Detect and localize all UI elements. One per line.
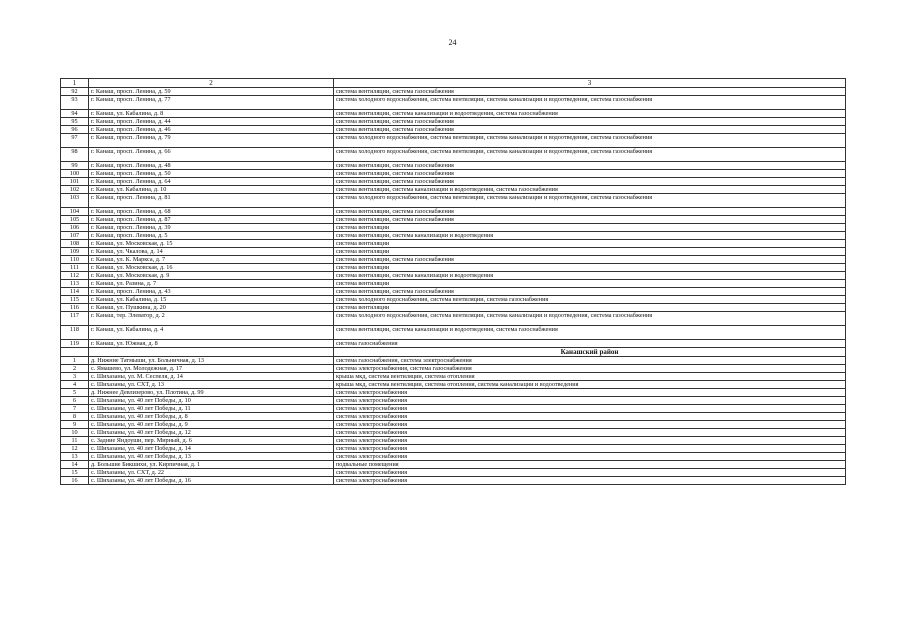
table-row bbox=[61, 304, 846, 312]
table-row bbox=[61, 312, 846, 326]
row-address: г. Канаш, ул. К. Маркса, д. 7 bbox=[89, 256, 334, 264]
row-address: с. Шихазаны, ул. 40 лет Победы, д. 10 bbox=[89, 397, 334, 405]
row-systems: подвальные помещения bbox=[334, 461, 846, 469]
row-address: г. Канаш, просп. Ленина, д. 39 bbox=[89, 224, 334, 232]
row-address: г. Канаш, просп. Ленина, д. 46 bbox=[89, 126, 334, 134]
row-systems: система вентиляции bbox=[334, 304, 846, 312]
row-number: 119 bbox=[61, 340, 89, 348]
row-address: г. Канаш, ул. Разина, д. 7 bbox=[89, 280, 334, 288]
row-address: г. Канаш, просп. Ленина, д. 5 bbox=[89, 232, 334, 240]
table-row bbox=[61, 96, 846, 110]
table-row bbox=[61, 134, 846, 148]
table-row bbox=[61, 340, 846, 348]
section-header-row bbox=[61, 348, 846, 357]
header-col-3: 3 bbox=[334, 79, 846, 88]
table-row bbox=[61, 126, 846, 134]
row-number: 2 bbox=[61, 365, 89, 373]
row-systems: система электроснабжения bbox=[334, 445, 846, 453]
row-address: г. Канаш, ул. Кабалина, д. 4 bbox=[89, 326, 334, 340]
row-number: 116 bbox=[61, 304, 89, 312]
row-number: 105 bbox=[61, 216, 89, 224]
row-address: г. Канаш, ул. Кабалина, д. 15 bbox=[89, 296, 334, 304]
row-systems: система вентиляции bbox=[334, 240, 846, 248]
row-number: 3 bbox=[61, 373, 89, 381]
table-row bbox=[61, 477, 846, 485]
row-systems: система вентиляции, система газоснабжения bbox=[334, 256, 846, 264]
row-address: д. Большие Бикшихи, ул. Кирпичная, д. 1 bbox=[89, 461, 334, 469]
row-systems: система вентиляции, система газоснабжения bbox=[334, 216, 846, 224]
row-systems: система газоснабжения, система электроснабжения bbox=[334, 357, 846, 365]
row-systems: система вентиляции, система канализации и водоотведения, система газоснабжения bbox=[334, 326, 846, 340]
table-row bbox=[61, 389, 846, 397]
row-systems: система вентиляции bbox=[334, 248, 846, 256]
row-systems: система электроснабжения, система газоснабжения bbox=[334, 365, 846, 373]
row-address: г. Канаш, ул. Кабалина, д. 8 bbox=[89, 110, 334, 118]
row-address: с. Шихазаны, ул. СХТ, д. 13 bbox=[89, 381, 334, 389]
row-systems: система вентиляции bbox=[334, 264, 846, 272]
row-address: г. Канаш, ул. Чкалова, д. 14 bbox=[89, 248, 334, 256]
row-address: г. Канаш, просп. Ленина, д. 64 bbox=[89, 178, 334, 186]
table-row bbox=[61, 178, 846, 186]
row-number: 101 bbox=[61, 178, 89, 186]
table-row bbox=[61, 272, 846, 280]
row-number: 108 bbox=[61, 240, 89, 248]
row-systems: система холодного водоснабжения, система вентиляции, система канализации и водоотведения, система газоснабжения bbox=[334, 134, 846, 148]
row-address: г. Канаш, просп. Ленина, д. 66 bbox=[89, 148, 334, 162]
row-number: 118 bbox=[61, 326, 89, 340]
row-systems: система вентиляции bbox=[334, 280, 846, 288]
row-address: с. Шихазаны, ул. 40 лет Победы, д. 9 bbox=[89, 421, 334, 429]
row-address: с. Шихазаны, ул. 40 лет Победы, д. 16 bbox=[89, 477, 334, 485]
row-address: г. Канаш, просп. Ленина, д. 68 bbox=[89, 208, 334, 216]
row-systems: система газоснабжения bbox=[334, 340, 846, 348]
table-row bbox=[61, 232, 846, 240]
row-systems: система вентиляции, система газоснабжения bbox=[334, 88, 846, 96]
row-systems: система холодного водоснабжения, система вентиляции, система газоснабжения bbox=[334, 296, 846, 304]
row-number: 7 bbox=[61, 405, 89, 413]
row-address: д. Нижнее Девлизерово, ул. Плотина, д. 99 bbox=[89, 389, 334, 397]
row-systems: система вентиляции, система газоснабжения bbox=[334, 126, 846, 134]
table-row bbox=[61, 381, 846, 389]
row-systems: система электроснабжения bbox=[334, 397, 846, 405]
row-address: г. Канаш, ул. Московская, д. 9 bbox=[89, 272, 334, 280]
row-number: 13 bbox=[61, 453, 89, 461]
table-row bbox=[61, 248, 846, 256]
row-address: г. Канаш, ул. Южная, д. 8 bbox=[89, 340, 334, 348]
row-number: 15 bbox=[61, 469, 89, 477]
row-number: 5 bbox=[61, 389, 89, 397]
row-systems: система вентиляции, система канализации и водоотведения, система газоснабжения bbox=[334, 186, 846, 194]
row-systems: система электроснабжения bbox=[334, 389, 846, 397]
row-systems: крыша мкд, система вентиляции, система отопления, система канализации и водоотведения bbox=[334, 381, 846, 389]
row-systems: система вентиляции, система газоснабжения bbox=[334, 208, 846, 216]
row-address: г. Канаш, просп. Ленина, д. 59 bbox=[89, 88, 334, 96]
row-systems: система вентиляции, система канализации и водоотведения bbox=[334, 232, 846, 240]
table-row bbox=[61, 429, 846, 437]
row-address: г. Канаш, просп. Ленина, д. 48 bbox=[89, 162, 334, 170]
table-row bbox=[61, 469, 846, 477]
table-row bbox=[61, 288, 846, 296]
section-cell-empty bbox=[61, 348, 89, 357]
table-row bbox=[61, 405, 846, 413]
row-address: г. Канаш, тер. Элеватор, д. 2 bbox=[89, 312, 334, 326]
row-systems: система электроснабжения bbox=[334, 437, 846, 445]
table-row bbox=[61, 256, 846, 264]
row-address: с. Шихазаны, ул. М. Сеспеля, д. 14 bbox=[89, 373, 334, 381]
row-systems: система электроснабжения bbox=[334, 469, 846, 477]
row-number: 95 bbox=[61, 118, 89, 126]
table-row bbox=[61, 264, 846, 272]
row-address: с. Шихазаны, ул. 40 лет Победы, д. 12 bbox=[89, 429, 334, 437]
row-address: с. Шихазаны, ул. 40 лет Победы, д. 14 bbox=[89, 445, 334, 453]
row-number: 92 bbox=[61, 88, 89, 96]
table-row bbox=[61, 170, 846, 178]
row-number: 112 bbox=[61, 272, 89, 280]
row-systems: система вентиляции, система газоснабжения bbox=[334, 178, 846, 186]
row-systems: крыша мкд, система вентиляции, система отопления bbox=[334, 373, 846, 381]
header-col-1: 1 bbox=[61, 79, 89, 88]
table-row bbox=[61, 208, 846, 216]
row-address: с. Шихазаны, ул. СХТ, д. 22 bbox=[89, 469, 334, 477]
section-title: Канашский район bbox=[334, 348, 846, 357]
table-row bbox=[61, 224, 846, 232]
row-number: 10 bbox=[61, 429, 89, 437]
row-number: 6 bbox=[61, 397, 89, 405]
row-number: 111 bbox=[61, 264, 89, 272]
row-systems: система вентиляции, система газоснабжения bbox=[334, 288, 846, 296]
table-row bbox=[61, 397, 846, 405]
row-number: 100 bbox=[61, 170, 89, 178]
data-table bbox=[60, 78, 846, 485]
row-systems: система электроснабжения bbox=[334, 413, 846, 421]
row-number: 114 bbox=[61, 288, 89, 296]
header-col-2: 2 bbox=[89, 79, 334, 88]
row-address: г. Канаш, просп. Ленина, д. 77 bbox=[89, 96, 334, 110]
table-row bbox=[61, 240, 846, 248]
row-number: 8 bbox=[61, 413, 89, 421]
row-number: 104 bbox=[61, 208, 89, 216]
row-number: 4 bbox=[61, 381, 89, 389]
row-address: г. Канаш, ул. Московская, д. 15 bbox=[89, 240, 334, 248]
row-systems: система вентиляции, система газоснабжения bbox=[334, 118, 846, 126]
row-address: с. Шихазаны, ул. 40 лет Победы, д. 11 bbox=[89, 405, 334, 413]
table-row bbox=[61, 461, 846, 469]
table-row bbox=[61, 216, 846, 224]
table-row bbox=[61, 357, 846, 365]
table-row bbox=[61, 88, 846, 96]
row-number: 12 bbox=[61, 445, 89, 453]
row-systems: система электроснабжения bbox=[334, 453, 846, 461]
row-address: г. Канаш, просп. Ленина, д. 79 bbox=[89, 134, 334, 148]
row-systems: система вентиляции, система газоснабжения bbox=[334, 162, 846, 170]
row-number: 103 bbox=[61, 194, 89, 208]
table-row bbox=[61, 280, 846, 288]
row-systems: система электроснабжения bbox=[334, 477, 846, 485]
row-systems: система электроснабжения bbox=[334, 405, 846, 413]
row-number: 98 bbox=[61, 148, 89, 162]
table-row bbox=[61, 326, 846, 340]
table-row bbox=[61, 413, 846, 421]
row-number: 99 bbox=[61, 162, 89, 170]
row-number: 97 bbox=[61, 134, 89, 148]
table-row bbox=[61, 194, 846, 208]
row-address: г. Канаш, ул. Московская, д. 16 bbox=[89, 264, 334, 272]
table-row bbox=[61, 445, 846, 453]
table-row bbox=[61, 148, 846, 162]
row-number: 14 bbox=[61, 461, 89, 469]
table-row bbox=[61, 162, 846, 170]
row-number: 113 bbox=[61, 280, 89, 288]
row-systems: система холодного водоснабжения, система вентиляции, система канализации и водоотведения, система газоснабжения bbox=[334, 312, 846, 326]
row-systems: система электроснабжения bbox=[334, 429, 846, 437]
row-number: 107 bbox=[61, 232, 89, 240]
row-address: г. Канаш, просп. Ленина, д. 87 bbox=[89, 216, 334, 224]
row-number: 94 bbox=[61, 110, 89, 118]
table-row bbox=[61, 453, 846, 461]
row-systems: система холодного водоснабжения, система вентиляции, система канализации и водоотведения, система газоснабжения bbox=[334, 194, 846, 208]
row-address: г. Канаш, ул. Кабалина, д. 10 bbox=[89, 186, 334, 194]
row-address: г. Канаш, просп. Ленина, д. 81 bbox=[89, 194, 334, 208]
row-systems: система холодного водоснабжения, система вентиляции, система канализации и водоотведения, система газоснабжения bbox=[334, 96, 846, 110]
row-number: 106 bbox=[61, 224, 89, 232]
row-systems: система вентиляции, система канализации и водоотведения bbox=[334, 272, 846, 280]
row-address: с. Шихазаны, ул. 40 лет Победы, д. 13 bbox=[89, 453, 334, 461]
row-number: 115 bbox=[61, 296, 89, 304]
row-systems: система вентиляции bbox=[334, 224, 846, 232]
row-systems: система электроснабжения bbox=[334, 421, 846, 429]
table-body bbox=[61, 79, 846, 485]
row-number: 11 bbox=[61, 437, 89, 445]
row-number: 102 bbox=[61, 186, 89, 194]
row-systems: система вентиляции, система газоснабжения bbox=[334, 170, 846, 178]
row-address: с. Шихазаны, ул. 40 лет Победы, д. 8 bbox=[89, 413, 334, 421]
row-address: г. Канаш, ул. Пушкина, д. 20 bbox=[89, 304, 334, 312]
row-address: г. Канаш, просп. Ленина, д. 50 bbox=[89, 170, 334, 178]
row-number: 96 bbox=[61, 126, 89, 134]
row-address: с. Ямашево, ул. Молодежная, д. 17 bbox=[89, 365, 334, 373]
row-address: с. Задние Яндоуши, пер. Мирный, д. 6 bbox=[89, 437, 334, 445]
row-number: 9 bbox=[61, 421, 89, 429]
row-number: 110 bbox=[61, 256, 89, 264]
table-row bbox=[61, 110, 846, 118]
row-address: г. Канаш, просп. Ленина, д. 44 bbox=[89, 118, 334, 126]
row-number: 117 bbox=[61, 312, 89, 326]
row-address: д. Нижние Татмыши, ул. Больничная, д. 13 bbox=[89, 357, 334, 365]
table-header-row bbox=[61, 79, 846, 88]
table-row bbox=[61, 437, 846, 445]
table-row bbox=[61, 186, 846, 194]
row-number: 16 bbox=[61, 477, 89, 485]
row-systems: система холодного водоснабжения, система вентиляции, система канализации и водоотведения, система газоснабжения bbox=[334, 148, 846, 162]
row-number: 109 bbox=[61, 248, 89, 256]
page-number: 24 bbox=[448, 38, 457, 47]
row-address: г. Канаш, просп. Ленина, д. 43 bbox=[89, 288, 334, 296]
table-row bbox=[61, 421, 846, 429]
table-row bbox=[61, 296, 846, 304]
row-number: 93 bbox=[61, 96, 89, 110]
section-cell-empty bbox=[89, 348, 334, 357]
row-systems: система вентиляции, система канализации и водоотведения, система газоснабжения bbox=[334, 110, 846, 118]
row-number: 1 bbox=[61, 357, 89, 365]
table-row bbox=[61, 373, 846, 381]
table-row bbox=[61, 365, 846, 373]
table-row bbox=[61, 118, 846, 126]
